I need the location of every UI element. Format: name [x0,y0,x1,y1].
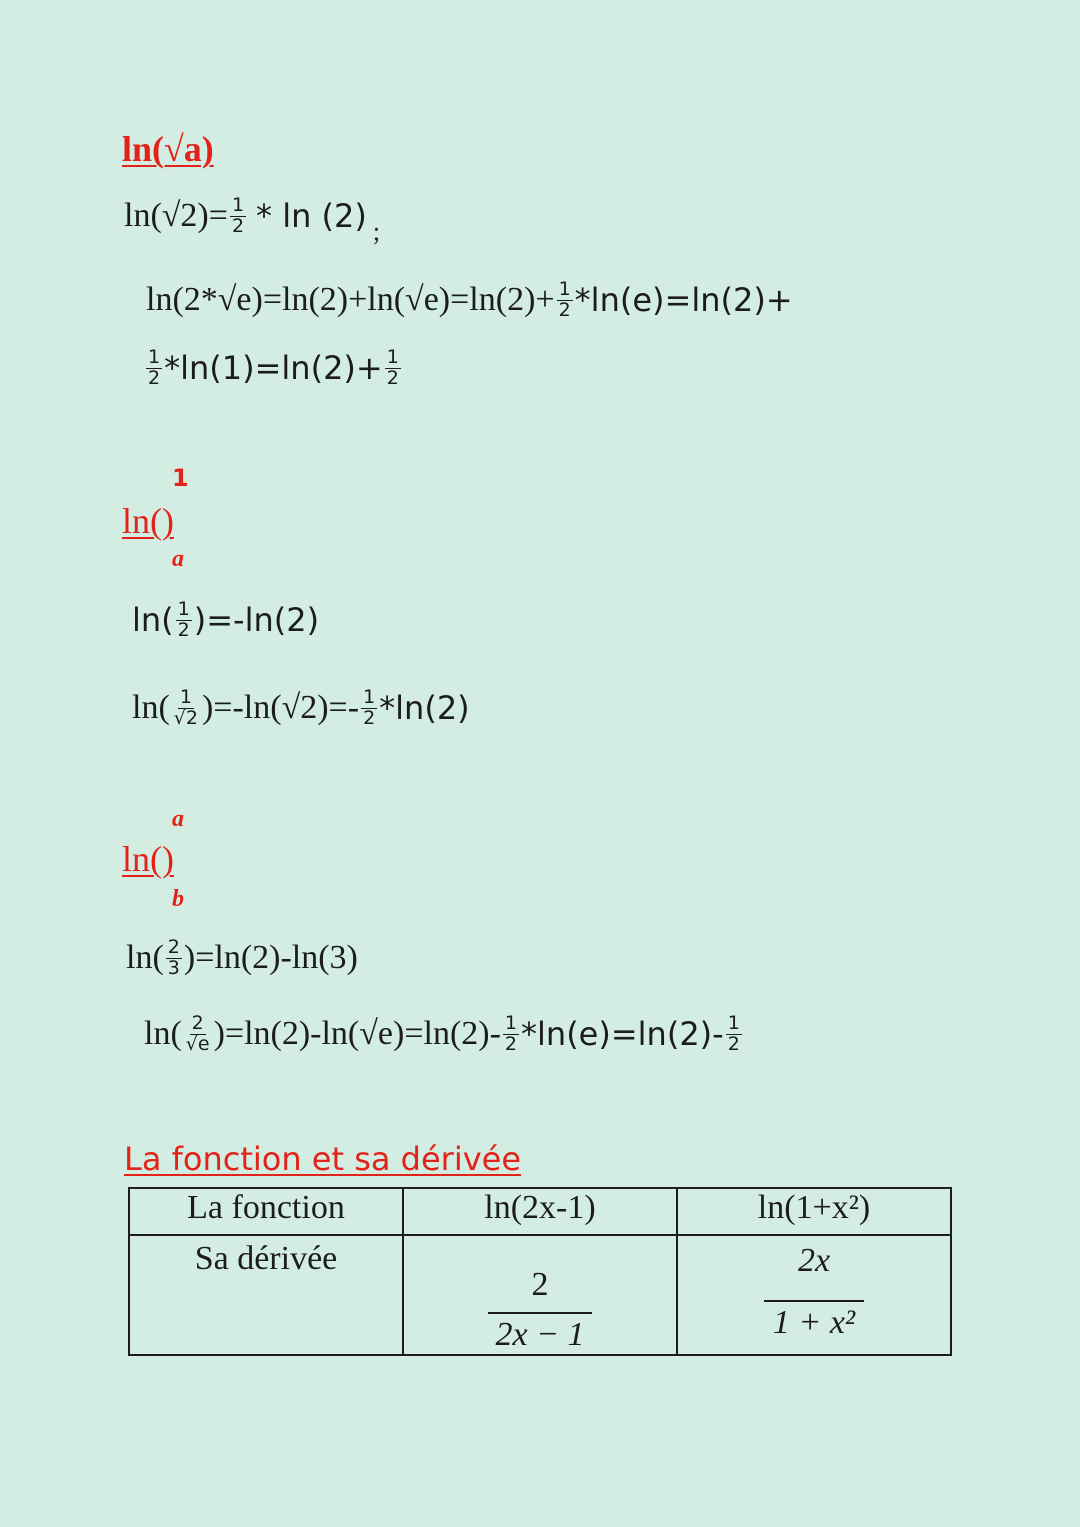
derivative-fraction [764,1242,864,1342]
table-cell-derivative-1 [403,1235,677,1355]
derivative-fraction [488,1266,592,1354]
fraction [361,688,377,729]
eq-part: )=-ln(2) [193,601,320,640]
fraction-den: 2 [148,366,161,389]
eq-part: ln( [126,939,164,977]
fraction-den: 2 [386,366,399,389]
equation-ln-2-sqrt-e-cont [144,348,403,389]
eq-part: ln(√2)= [124,197,228,235]
fraction-den: 2 [177,618,190,641]
fraction-num: 1 [386,346,399,368]
heading-quotient-denominator: b [172,886,184,912]
fraction-num: 1 [504,1012,518,1034]
fraction [557,280,573,321]
eq-part: *ln(e)=ln(2)+ [574,281,793,320]
derivative-numerator: 2x [797,1242,831,1279]
derivative-denominator: 2x − 1 [495,1316,585,1353]
fraction-num: 1 [727,1012,740,1034]
fraction-den: 2 [363,706,376,729]
fraction-num: 1 [148,346,161,368]
equation-ln-2-over-sqrt-e [144,1014,744,1055]
heading-inverse-denominator: a [172,546,184,572]
heading-ln-inverse: ln() [122,501,174,541]
fraction-den: 2 [231,214,245,237]
fraction-num: 1 [558,278,571,300]
fraction [146,348,162,389]
fraction [184,1014,212,1055]
eq-part: *ln(2) [379,689,470,728]
heading-ln-sqrt: ln(√a) [122,129,214,169]
equation-ln-sqrt2 [124,194,381,247]
table-row [129,1235,951,1355]
equation-ln-inv-sqrt2 [132,688,470,729]
fraction-den: 2 [504,1032,518,1055]
fraction [503,1014,519,1055]
eq-part: ; [372,217,381,247]
equation-ln-half [132,600,319,641]
eq-part: *ln(e)=ln(2)- [521,1015,724,1054]
table-row [129,1188,951,1235]
fraction-den: 3 [167,956,180,979]
table-cell-label: Sa dérivée [129,1235,403,1355]
fraction-num: 2 [191,1012,204,1034]
heading-quotient-numerator: a [172,806,184,832]
fraction-num: 1 [179,686,192,708]
table-cell: ln(2x-1) [403,1188,677,1235]
table-cell-label: La fonction [129,1188,403,1235]
fraction [726,1014,742,1055]
heading-ln-quotient: ln() [122,839,174,879]
fraction-den: √2 [173,706,198,729]
eq-part: )=ln(2)-ln(√e)=ln(2)- [213,1015,501,1053]
eq-part: ln( [144,1015,182,1053]
table-cell: ln(1+x²) [677,1188,951,1235]
eq-part: ln(2*√e)=ln(2)+ln(√e)=ln(2)+ [146,281,555,319]
eq-part: )=ln(2)-ln(3) [183,939,358,977]
fraction-num: 1 [177,598,190,620]
eq-part: * ln (2) [256,197,367,236]
fraction-den: √e [185,1032,210,1055]
fraction [166,938,182,979]
heading-inverse-numerator: 1 [172,464,189,492]
eq-part: ln( [132,689,170,727]
eq-part: *ln(1)=ln(2)+ [164,349,383,388]
eq-part: )=-ln(√2)=- [201,689,360,727]
fraction [172,688,200,729]
fraction-den: 2 [558,298,571,321]
derivatives-table [128,1187,952,1356]
eq-part: ln( [132,601,174,640]
equation-ln-two-thirds [126,938,358,979]
fraction [230,196,246,237]
derivative-denominator: 1 + x² [772,1304,856,1341]
fraction-num: 1 [231,194,245,216]
table-cell-derivative-2 [677,1235,951,1355]
heading-function-derivative: La fonction et sa dérivée [124,1140,522,1178]
fraction-num: 1 [363,686,376,708]
equation-ln-2-sqrt-e [146,280,793,321]
derivative-numerator: 2 [531,1266,549,1303]
fraction [176,600,192,641]
fraction [385,348,401,389]
fraction-num: 2 [167,936,180,958]
fraction-den: 2 [727,1032,740,1055]
